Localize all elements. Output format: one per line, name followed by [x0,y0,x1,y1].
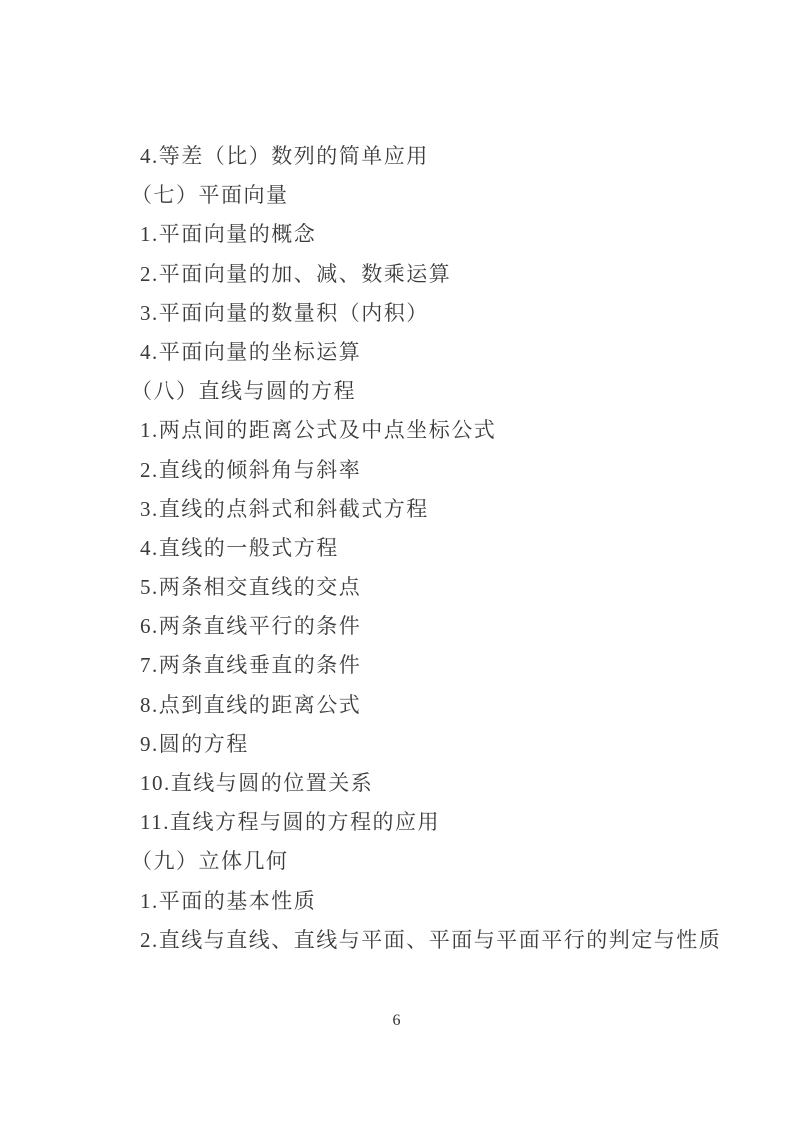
outline-line: 3.直线的点斜式和斜截式方程 [140,496,429,521]
outline-line: 2.直线与直线、直线与平面、平面与平面平行的判定与性质 [140,927,722,952]
outline-line: 6.两条直线平行的条件 [140,614,362,639]
outline-line: 11.直线方程与圆的方程的应用 [140,810,440,835]
outline-line: 3.平面向量的数量积（内积） [140,300,429,325]
outline-content [131,137,743,960]
outline-line: 4.等差（比）数列的简单应用 [140,144,429,168]
outline-section-heading: （八）直线与圆的方程 [131,379,356,404]
outline-line: 1.平面向量的概念 [140,222,317,247]
outline-line: 7.两条直线垂直的条件 [140,653,362,678]
outline-line: 2.平面向量的加、减、数乘运算 [140,261,452,286]
outline-line: 1.两点间的距离公式及中点坐标公式 [140,418,497,443]
outline-line: 1.平面的基本性质 [140,888,317,913]
page-footer [0,1010,793,1032]
outline-line: 10.直线与圆的位置关系 [140,771,374,795]
outline-line: 4.平面向量的坐标运算 [140,339,362,364]
outline-line: 8.点到直线的距离公式 [140,692,362,717]
outline-line: 2.直线的倾斜角与斜率 [140,457,362,482]
outline-line: 5.两条相交直线的交点 [140,575,362,600]
outline-section-heading: （九）立体几何 [131,849,289,874]
page-number: 6 [392,1012,401,1029]
outline-line: 9.圆的方程 [140,731,249,756]
outline-section-heading: （七）平面向量 [131,183,289,208]
outline-line: 4.直线的一般式方程 [140,535,339,560]
